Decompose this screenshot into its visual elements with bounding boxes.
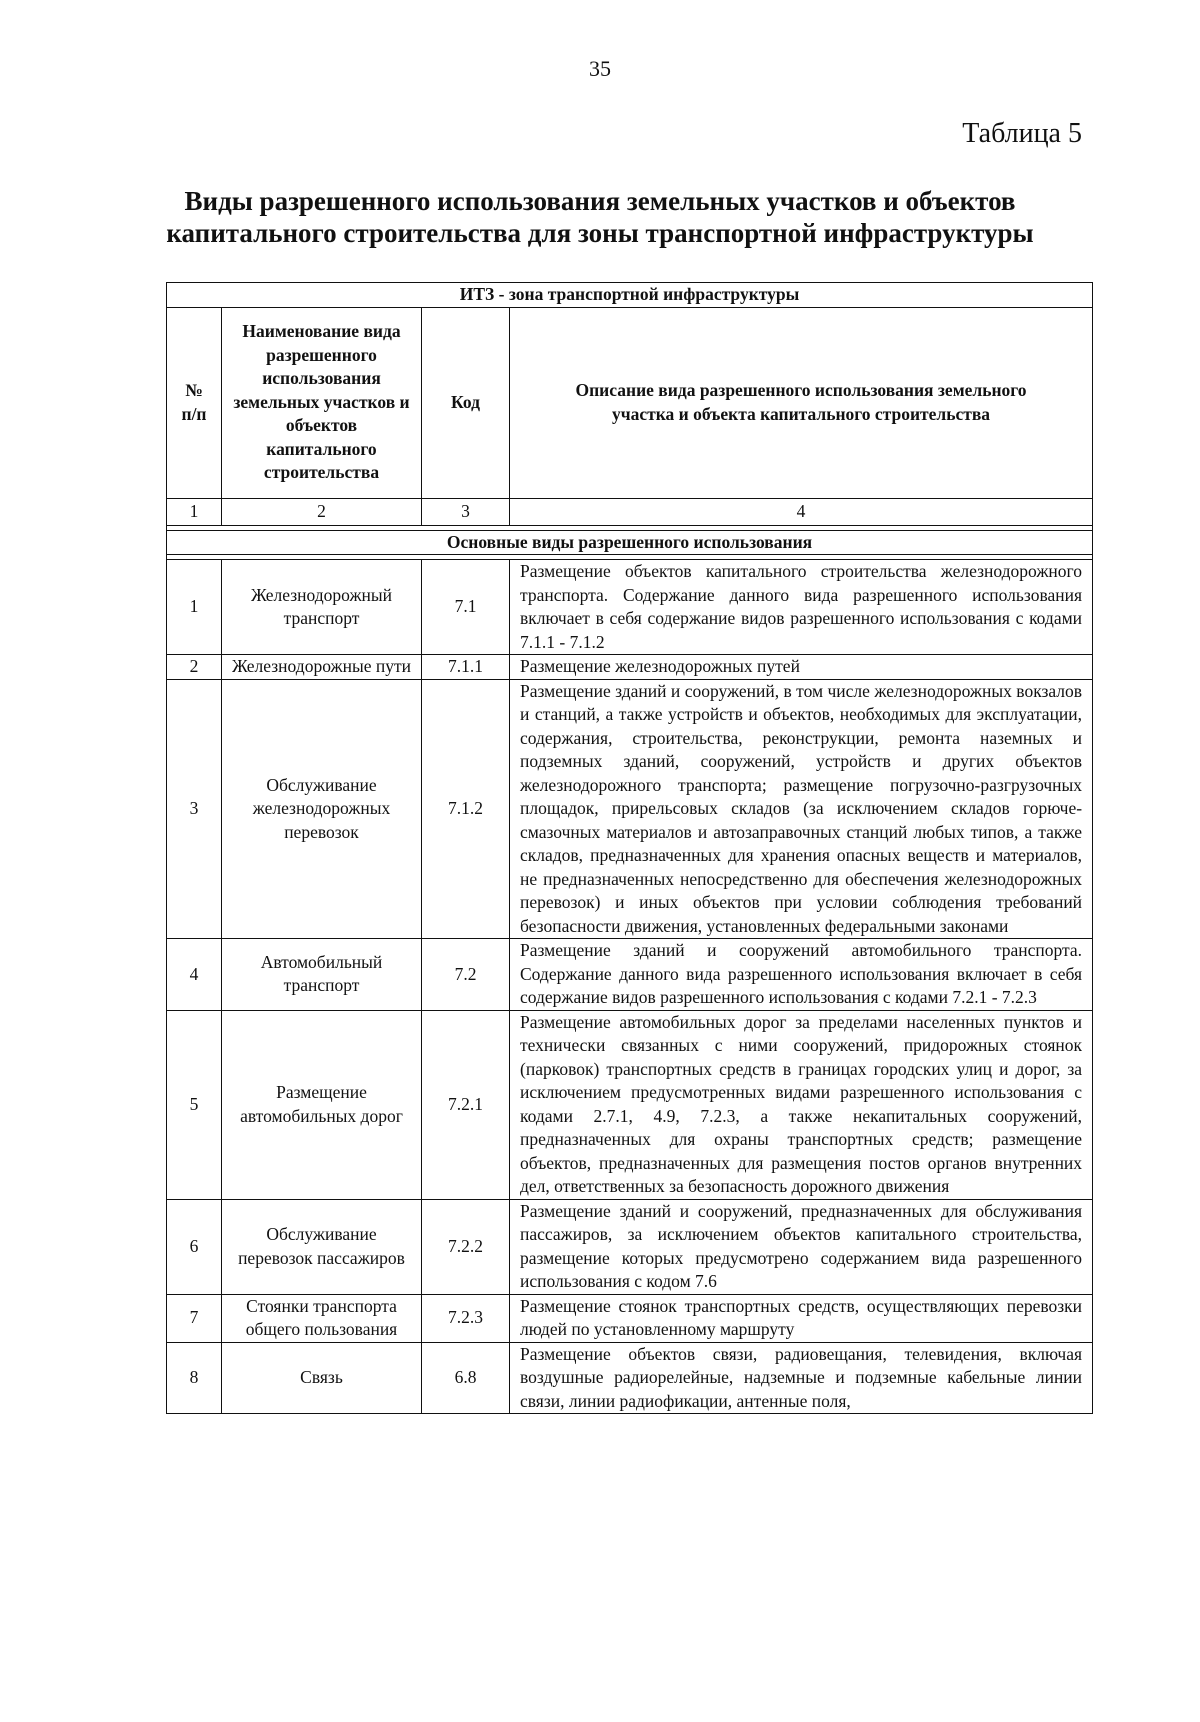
document-title-line: Виды разрешенного использования земельных участков и объектов [184,186,1016,216]
table-row [167,1294,1093,1342]
table-row [167,1010,1093,1199]
table-row [167,939,1093,1011]
column-number-row [167,498,1093,525]
row-description: Размещение железнодорожных путей [510,655,1093,680]
row-name: Связь [222,1342,422,1414]
row-name: Размещение автомобильных дорог [222,1010,422,1199]
row-code: 6.8 [422,1342,510,1414]
table-label: Таблица 5 [962,118,1082,149]
row-number: 6 [167,1199,222,1294]
row-name: Автомобильный транспорт [222,939,422,1011]
column-header-row [167,307,1093,498]
section-title: Основные виды разрешенного использования [167,530,1093,555]
row-number: 5 [167,1010,222,1199]
row-name: Железнодорожные пути [222,655,422,680]
table-row [167,1199,1093,1294]
header-name: Наименование вида разрешенного использования земельных участков и объектов капитального строительства [222,307,422,498]
row-description: Размещение зданий и сооружений, в том числе железнодорожных вокзалов и станций, а также устройств и объектов, необходимых для эксплуатации, содержания, строительства, реконструкции, ремонта наземных и подземных зданий, сооружений, устройств и других объектов железнодорожного транспорта; размещение погрузочно-разгрузочных площадок, прирельсовых складов (за исключением складов горюче-смазочных материалов и автозаправочных станций любых типов, а также складов, предназначенных для хранения опасных веществ и материалов, не предназначенных непосредственно для обеспечения железнодорожных перевозок) и иных объектов при условии соблюдения требований безопасности движения, установленных федеральными законами [510,679,1093,939]
row-name: Обслуживание перевозок пассажиров [222,1199,422,1294]
header-description: Описание вида разрешенного использования земельного участка и объекта капитального строительства [510,307,1093,498]
page-number: 35 [589,56,611,81]
document-title [90,185,1110,249]
row-description: Размещение зданий и сооружений автомобильного транспорта. Содержание данного вида разрешенного использования включает в себя содержание видов разрешенного использования с кодами 7.2.1 - 7.2.3 [510,939,1093,1011]
section-row [167,530,1093,555]
row-number: 8 [167,1342,222,1414]
row-name: Обслуживание железнодорожных перевозок [222,679,422,939]
row-code: 7.2 [422,939,510,1011]
row-number: 3 [167,679,222,939]
row-number: 2 [167,655,222,680]
header-code: Код [422,307,510,498]
zone-header: ИТЗ - зона транспортной инфраструктуры [167,283,1093,308]
row-code: 7.1.2 [422,679,510,939]
row-description: Размещение автомобильных дорог за пределами населенных пунктов и технически связанных с ними сооружений, придорожных стоянок (парковок) транспортных средств в границах городских улиц и дорог, за исключением предусмотренных видами разрешенного использования с кодами 2.7.1, 4.9, 7.2.3, а также некапитальных сооружений, предназначенных для охраны транспортных средств; размещение объектов, предназначенных для размещения постов органов внутренних дел, ответственных за безопасность дорожного движения [510,1010,1093,1199]
document-title-line: капитального строительства для зоны транспортной инфраструктуры [166,218,1034,248]
table-row [167,655,1093,680]
header-num: № п/п [167,307,222,498]
row-code: 7.2.3 [422,1294,510,1342]
column-number: 4 [510,498,1093,525]
table-row [167,560,1093,655]
row-description: Размещение объектов связи, радиовещания, телевидения, включая воздушные радиорелейные, надземные и подземные кабельные линии связи, линии радиофикации, антенные поля, [510,1342,1093,1414]
column-number: 3 [422,498,510,525]
row-number: 7 [167,1294,222,1342]
column-number: 2 [222,498,422,525]
row-description: Размещение объектов капитального строительства железнодорожного транспорта. Содержание данного вида разрешенного использования включает в себя содержание видов разрешенного использования с кодами 7.1.1 - 7.1.2 [510,560,1093,655]
table-row [167,1342,1093,1414]
row-description: Размещение стоянок транспортных средств, осуществляющих перевозки людей по установленному маршруту [510,1294,1093,1342]
row-number: 4 [167,939,222,1011]
row-code: 7.2.1 [422,1010,510,1199]
row-name: Железнодорожный транспорт [222,560,422,655]
row-code: 7.1 [422,560,510,655]
land-use-table [166,282,1093,1414]
row-name: Стоянки транспорта общего пользования [222,1294,422,1342]
row-number: 1 [167,560,222,655]
row-description: Размещение зданий и сооружений, предназначенных для обслуживания пассажиров, за исключением объектов капитального строительства, размещение которых предусмотрено содержанием вида разрешенного использования с кодом 7.6 [510,1199,1093,1294]
column-number: 1 [167,498,222,525]
row-code: 7.1.1 [422,655,510,680]
row-code: 7.2.2 [422,1199,510,1294]
table-row [167,679,1093,939]
zone-header-row [167,283,1093,308]
